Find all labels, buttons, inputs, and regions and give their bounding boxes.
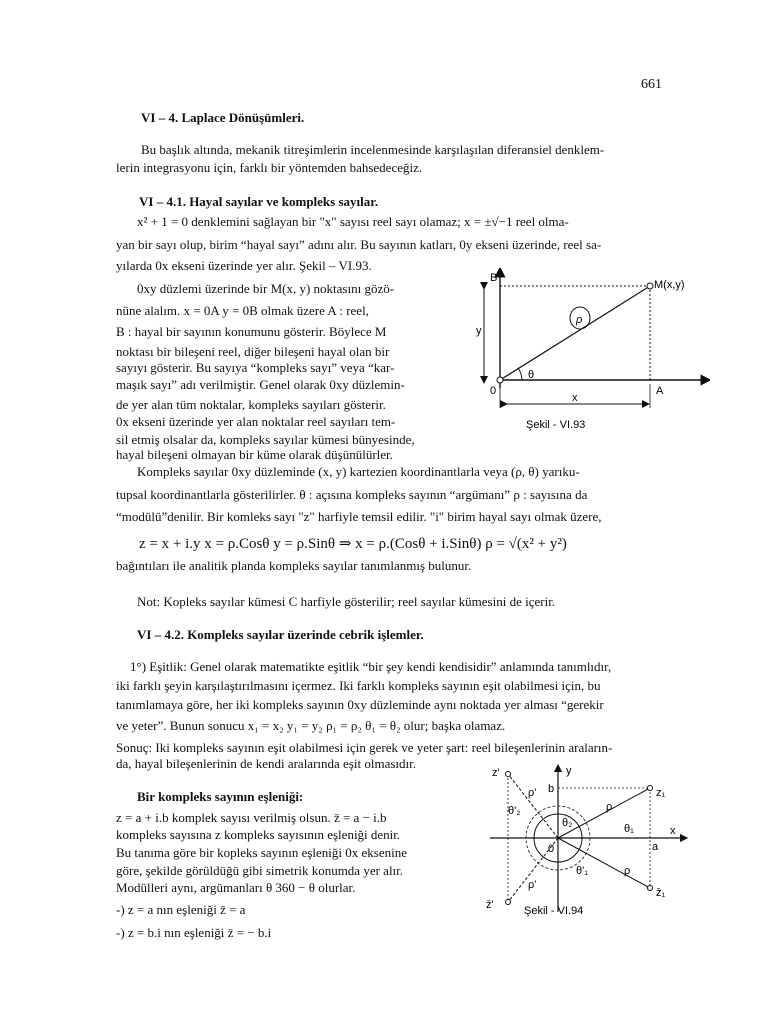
z1bar-line	[558, 838, 650, 888]
text-line: noktası bir bileşeni reel, diğer bileşeni hayal olan bir	[116, 344, 390, 359]
label-theta2: θ₂	[562, 817, 573, 829]
label-rho-prime-2: ρ'	[528, 879, 537, 891]
figure-caption: Şekil - VI.94	[524, 905, 584, 917]
figure-vi-93	[470, 268, 710, 438]
text-line: yılarda 0x ekseni üzerinde yer alır. Şekil – VI.93.	[116, 258, 372, 273]
text-line: göre, şekilde görüldüğü gibi simetrik konumda yer alır.	[116, 863, 404, 878]
origin-point	[497, 377, 503, 383]
label-rho: ρ	[576, 314, 583, 326]
text-line: B : hayal bir sayının konumunu gösterir. Böylece M	[116, 324, 387, 339]
label-z1bar: z̄₁	[656, 887, 666, 899]
label-a: A	[656, 385, 664, 397]
text-line: de yer alan tüm noktalar, kompleks sayıları gösterir.	[116, 397, 386, 412]
text-line: kompleks sayısına z kompleks sayısının eşleniği denir.	[116, 827, 401, 842]
point-z1bar	[648, 886, 653, 891]
page-number: 661	[641, 77, 662, 92]
label-theta1: θ₁	[624, 823, 634, 835]
text-line: tupsal koordinantlarla gösterilirler. θ : açısına kompleks sayının “argümanı” ρ : sayısına da	[116, 487, 588, 502]
text-line: sil etmiş olsalar da, kompleks sayılar kümesi bünyesinde,	[116, 432, 415, 447]
text-line: bağıntıları ile analitik planda kompleks sayılar tanımlanmış bulunur.	[116, 558, 472, 573]
label-zpbar: z̄'	[486, 899, 494, 911]
label-zp: z'	[492, 767, 500, 779]
intro-line-2: lerin integrasyonu için, farklı bir yöntemden bahsedeceğiz.	[116, 160, 423, 175]
note-line: Not: Kopleks sayılar kümesi C harfiyle gösterilir; reel sayılar kümesini de içerir.	[137, 594, 556, 609]
z1-line	[558, 788, 650, 838]
label-b: b	[548, 783, 555, 795]
label-theta1-prime: θ'₁	[576, 865, 588, 877]
text-line: da, hayal bileşenlerinin de kendi aralarında eşit olmasıdır.	[116, 756, 416, 771]
text-line: hayal bileşeni olmayan bir küme olarak düşünülürler.	[116, 447, 393, 462]
text-line: Sonuç: Iki kompleks sayının eşit olabilmesi için gerek ve yeter şart: reel bileşenlerinin araların-	[116, 740, 613, 755]
label-theta2-prime: θ'₂	[508, 805, 521, 817]
figure-vi-94	[484, 762, 694, 922]
label-rho-prime: ρ'	[528, 787, 537, 799]
subsection-title-1: VI – 4.1. Hayal sayılar ve kompleks sayılar.	[139, 194, 379, 209]
rho-line	[500, 286, 650, 380]
point-z1	[648, 786, 653, 791]
label-x: x	[572, 392, 578, 404]
subsection-title-2: VI – 4.2. Kompleks sayılar üzerinde cebrik işlemler.	[137, 627, 424, 642]
point-zp	[506, 772, 511, 777]
label-origin: 0	[548, 843, 555, 855]
text-line: maşık sayı” adı verilmiştir. Genel olarak 0xy düzlemin-	[116, 377, 405, 392]
text-line: yan bir sayı olup, birim “hayal sayı” adını alır. Bu sayının katları, 0y ekseni üzerinde, reel sa-	[116, 237, 602, 252]
formula-line: z = x + i.y x = ρ.Cosθ y = ρ.Sinθ ⇒ x = ρ.(Cosθ + i.Sinθ) ρ = √(x² + y²)	[139, 536, 567, 552]
section-title: VI – 4. Laplace Dönüşümleri.	[141, 110, 305, 125]
label-z1: z₁	[656, 787, 666, 799]
label-y: y	[476, 325, 482, 337]
label-theta: θ	[528, 369, 535, 381]
text-line: tanımlamaya göre, her iki kompleks sayının 0xy düzleminde aynı noktada yer alması “gerekir	[116, 697, 604, 712]
text-line: 0xy düzlemi üzerinde bir M(x, y) noktasını gözö-	[137, 281, 395, 296]
label-rho-2: ρ	[624, 865, 631, 877]
text-line: -) z = b.i nın eşleniği z̄ = − b.i	[116, 925, 272, 940]
text-line: ve yeter”. Bunun sonucu x₁ = x₂ y₁ = y₂ ρ₁ = ρ₂ θ₁ = θ₂ olur; başka olamaz.	[116, 718, 506, 733]
text-line: Kompleks sayılar 0xy düzleminde (x, y) kartezien koordinantlarla veya (ρ, θ) yarıku-	[137, 464, 580, 479]
text-line: nüne alalım. x = 0A y = 0B olmak üzere A : reel,	[116, 303, 369, 318]
intro-line-1: Bu başlık altında, mekanik titreşimlerin incelenmesinde karşılaşılan diferansiel denklem-	[141, 142, 605, 157]
text-line: Modülleri aynı, argümanları θ 360 − θ olurlar.	[116, 880, 356, 895]
label-a: a	[652, 841, 659, 853]
text-line: x² + 1 = 0 denklemini sağlayan bir "x" sayısı reel sayı olamaz; x = ±√−1 reel olma-	[137, 214, 569, 229]
theta-arc	[518, 368, 522, 380]
text-line: iki farklı şeyin karşılaştırılmasını içermez. Iki farklı kompleks sayının eşit olabilmesi için, bu	[116, 678, 601, 693]
figure-caption: Şekil - VI.93	[526, 419, 586, 431]
text-line: sayıyı gösterir. Bu sayıya “kompleks sayı” veya “kar-	[116, 360, 395, 375]
point-zpbar	[506, 900, 511, 905]
label-b: B	[490, 272, 498, 284]
label-m: M(x,y)	[654, 279, 685, 291]
conjugate-title: Bir kompleks sayının eşleniği:	[137, 789, 304, 804]
text-line: 0x ekseni üzerinde yer alan noktalar reel sayıları tem-	[116, 414, 396, 429]
text-line: z = a + i.b komplek sayısı verilmiş olsun. z̄ = a − i.b	[116, 810, 387, 825]
point-m	[647, 283, 653, 289]
text-line: “modülü”denilir. Bir komleks sayı "z" harfiyle temsil edilir. "i" birim hayal sayı olmak üzere,	[116, 509, 602, 524]
text-line: -) z = a nın eşleniği z̄ = a	[116, 902, 246, 917]
label-rho: ρ	[606, 801, 613, 813]
label-origin: 0	[490, 385, 497, 397]
text-line: Bu tanıma göre bir kopleks sayının eşleniği 0x eksenine	[116, 845, 407, 860]
text-line: 1°) Eşitlik: Genel olarak matematikte eşitlik “bir şey kendi kendisidir” anlamında tanımlıdır,	[130, 659, 612, 674]
label-x: x	[670, 825, 676, 837]
label-y: y	[566, 765, 572, 777]
